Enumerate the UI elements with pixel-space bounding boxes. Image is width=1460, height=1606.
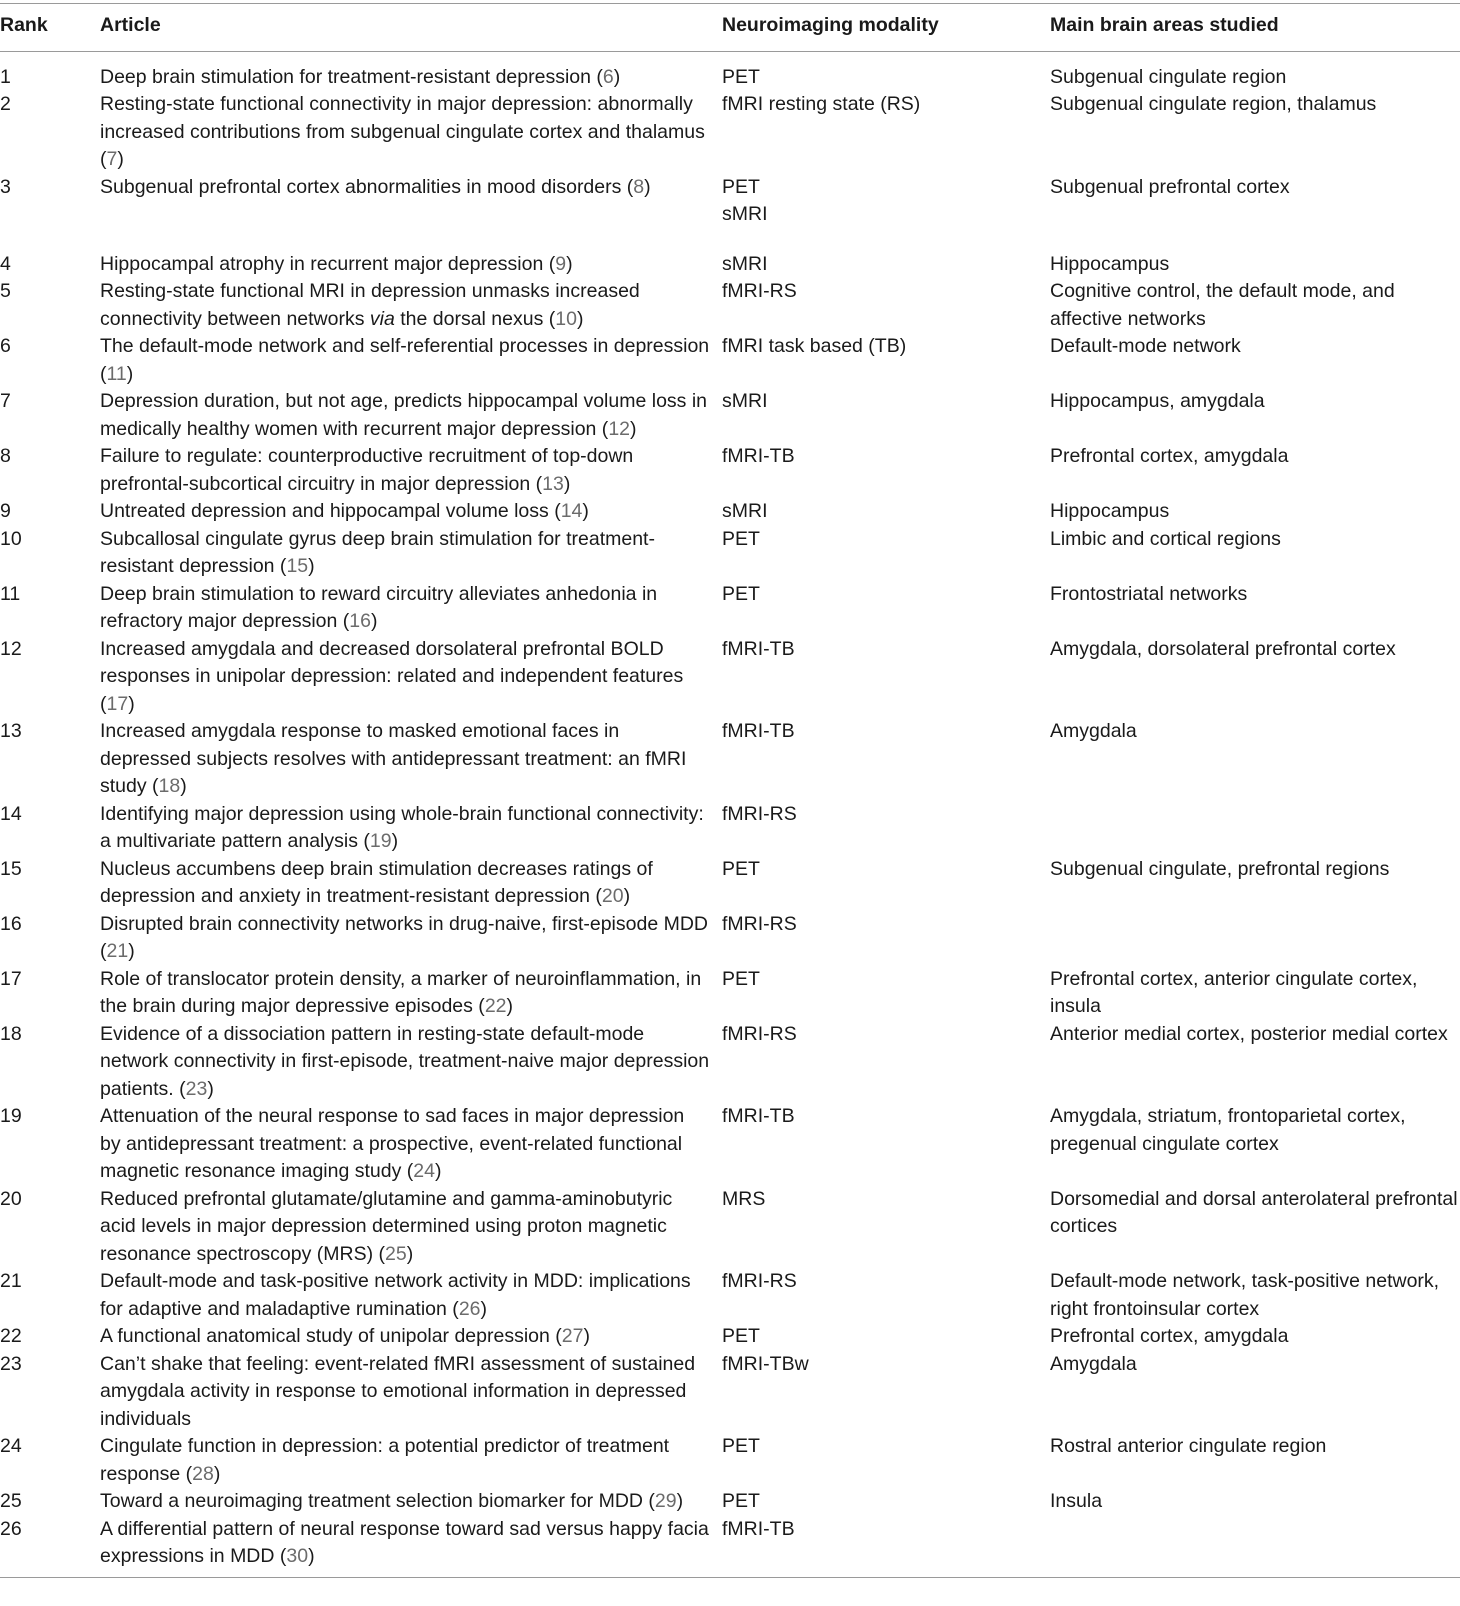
reference-link[interactable]: 11 <box>106 362 127 385</box>
reference-link[interactable]: 30 <box>286 1545 309 1567</box>
article-cell: A functional anatomical study of unipolar depression (27) <box>100 1325 590 1347</box>
brain-areas-cell: Subgenual cingulate region, thalamus <box>1050 93 1377 115</box>
modality-cell <box>722 1103 1050 1186</box>
article-cell: Default-mode and task-positive network activity in MDD: implications for adaptive and maladaptive rumination (26) <box>100 1270 691 1320</box>
table-row <box>0 1103 1460 1186</box>
modality-cell <box>722 443 1050 498</box>
brain-areas-cell <box>1050 801 1460 856</box>
article-cell: Failure to regulate: counterproductive recruitment of top-down prefrontal-subcortical circuitry in major depression (13) <box>100 445 634 495</box>
modality-value: PET <box>722 967 760 990</box>
modality-value: PET <box>722 1325 760 1347</box>
brain-areas-cell: Hippocampus <box>1050 500 1170 522</box>
article-title: Can’t shake that feeling: event-related fMRI assessment of sustained amygdala activity in response to emotional information in depressed individuals <box>100 1352 696 1430</box>
table-row <box>0 1323 1460 1351</box>
table-row <box>0 1021 1460 1104</box>
article-title: Increased amygdala and decreased dorsolateral prefrontal BOLD responses in unipolar depression: related and independent features <box>100 637 684 687</box>
modality-cell <box>722 1186 1050 1269</box>
article-cell: Resting-state functional connectivity in major depression: abnormally increased contributions from subgenual cingulate cortex and thalamus (7) <box>100 93 705 170</box>
brain-areas-cell: Hippocampus <box>1050 252 1170 275</box>
article-title: The default-mode network and self-referential processes in depression <box>100 335 710 357</box>
rank-cell: 14 <box>0 802 22 825</box>
modality-value: sMRI <box>722 203 768 225</box>
rank-cell: 17 <box>0 967 22 990</box>
rank-cell: 1 <box>0 65 11 88</box>
brain-areas-cell: Default-mode network <box>1050 335 1241 357</box>
rank-cell: 13 <box>0 720 22 742</box>
rank-cell: 12 <box>0 637 22 660</box>
reference-link[interactable]: 20 <box>601 885 624 907</box>
reference-link[interactable]: 7 <box>106 148 118 170</box>
rank-cell: 26 <box>0 1517 22 1540</box>
table-row <box>0 718 1460 801</box>
modality-cell <box>722 51 1050 91</box>
article-cell: A differential pattern of neural response toward sad versus happy facia expressions in MDD (30) <box>100 1517 709 1567</box>
reference-link[interactable]: 24 <box>413 1160 435 1182</box>
article-cell: The default-mode network and self-referential processes in depression (11) <box>100 335 710 385</box>
rank-cell: 16 <box>0 912 22 935</box>
article-title: Untreated depression and hippocampal volume loss <box>100 500 549 522</box>
article-title: Failure to regulate: counterproductive recruitment of top-down prefrontal-subcortical circuitry in major depression <box>100 445 634 495</box>
modality-value: MRS <box>722 1187 766 1210</box>
article-cell: Deep brain stimulation for treatment-resistant depression (6) <box>100 65 621 88</box>
rank-cell: 4 <box>0 252 11 275</box>
article-cell: Untreated depression and hippocampal volume loss (14) <box>100 500 589 522</box>
modality-value: fMRI-TB <box>722 1517 795 1540</box>
rank-cell: 11 <box>0 582 21 605</box>
modality-cell <box>722 91 1050 174</box>
brain-areas-cell: Amygdala <box>1050 720 1137 742</box>
modality-value: sMRI <box>722 390 768 412</box>
reference-link[interactable]: 6 <box>602 65 614 88</box>
rank-cell: 19 <box>0 1105 22 1127</box>
reference-link[interactable]: 13 <box>542 472 564 495</box>
reference-link[interactable]: 8 <box>633 175 645 198</box>
modality-cell <box>722 1351 1050 1434</box>
article-cell: Attenuation of the neural response to sad faces in major depression by antidepressant treatment: a prospective, event-related functional magnetic resonance imaging study (24) <box>100 1105 685 1182</box>
table-row <box>0 278 1460 333</box>
brain-areas-cell: Prefrontal cortex, anterior cingulate cortex, insula <box>1050 967 1418 1017</box>
article-cell: Subgenual prefrontal cortex abnormalities in mood disorders (8) <box>100 175 651 198</box>
table-row <box>0 526 1460 581</box>
modality-value: fMRI-TBw <box>722 1352 809 1375</box>
table-row <box>0 388 1460 443</box>
brain-areas-cell: Prefrontal cortex, amygdala <box>1050 1325 1289 1347</box>
table-body <box>0 51 1460 1577</box>
brain-areas-cell: Rostral anterior cingulate region <box>1050 1435 1327 1457</box>
table-row <box>0 1351 1460 1434</box>
rank-cell: 2 <box>0 93 11 115</box>
reference-link[interactable]: 27 <box>561 1325 584 1347</box>
table-row <box>0 911 1460 966</box>
article-title: Disrupted brain connectivity networks in drug-naive, first-episode MDD <box>100 912 709 935</box>
rank-cell: 20 <box>0 1187 22 1210</box>
table-row <box>0 856 1460 911</box>
article-cell: Resting-state functional MRI in depression unmasks increased connectivity between networks via the dorsal nexus (10) <box>100 280 640 330</box>
modality-value: PET <box>722 65 760 88</box>
article-title: Identifying major depression using whole-brain functional connectivity: a multivariate pattern analysis <box>100 802 704 852</box>
article-cell: Deep brain stimulation to reward circuitry alleviates anhedonia in refractory major depression (16) <box>100 582 658 632</box>
modality-cell <box>722 278 1050 333</box>
article-cell: Evidence of a dissociation pattern in resting-state default-mode network connectivity in first-episode, treatment-naive major depression patients. (23) <box>100 1022 710 1100</box>
brain-areas-cell: Frontostriatal networks <box>1050 582 1248 605</box>
header-modality: Neuroimaging modality <box>722 14 939 36</box>
modality-value: PET <box>722 1435 760 1457</box>
article-title: Subcallosal cingulate gyrus deep brain stimulation for treatment-resistant depression <box>100 527 655 577</box>
modality-cell <box>722 1323 1050 1351</box>
table-row <box>0 91 1460 174</box>
article-title: Resting-state functional connectivity in major depression: abnormally increased contributions from subgenual cingulate cortex and thalamus <box>100 93 705 143</box>
article-cell <box>100 1351 722 1434</box>
reference-link[interactable]: 25 <box>385 1242 407 1265</box>
reference-link[interactable]: 9 <box>555 252 567 275</box>
modality-cell <box>722 801 1050 856</box>
article-title: the dorsal nexus <box>394 307 544 330</box>
modality-cell <box>722 251 1050 279</box>
rank-cell: 22 <box>0 1325 22 1347</box>
modality-cell <box>722 333 1050 388</box>
rank-cell: 23 <box>0 1352 22 1375</box>
modality-cell <box>722 911 1050 966</box>
table-row <box>0 443 1460 498</box>
rank-cell: 21 <box>0 1270 22 1292</box>
article-cell: Hippocampal atrophy in recurrent major depression (9) <box>100 252 573 275</box>
table-row <box>0 498 1460 526</box>
modality-cell <box>722 1433 1050 1488</box>
table-row <box>0 1186 1460 1269</box>
article-title: A differential pattern of neural response toward sad versus happy facia expressions in MDD <box>100 1517 709 1567</box>
reference-link[interactable]: 12 <box>608 417 631 440</box>
article-cell: Increased amygdala and decreased dorsolateral prefrontal BOLD responses in unipolar depression: related and independent features (17) <box>100 637 684 715</box>
header-article: Article <box>100 14 161 36</box>
reference-link[interactable]: 16 <box>349 610 371 632</box>
article-title: A functional anatomical study of unipolar depression <box>100 1325 550 1347</box>
article-cell: Subcallosal cingulate gyrus deep brain stimulation for treatment-resistant depression (15) <box>100 527 655 577</box>
modality-value: PET <box>722 175 760 198</box>
brain-areas-cell: Amygdala, striatum, frontoparietal cortex, pregenual cingulate cortex <box>1050 1105 1406 1155</box>
modality-value: PET <box>722 857 760 880</box>
header-areas: Main brain areas studied <box>1050 14 1279 36</box>
brain-areas-cell: Prefrontal cortex, amygdala <box>1050 445 1289 467</box>
modality-cell <box>722 718 1050 801</box>
modality-value: fMRI resting state (RS) <box>722 93 921 115</box>
modality-cell <box>722 498 1050 526</box>
rank-cell: 15 <box>0 857 22 880</box>
article-title: Role of translocator protein density, a marker of neuroinflammation, in the brain during major depressive episodes <box>100 967 702 1017</box>
articles-table <box>0 3 1460 1578</box>
table-row <box>0 1488 1460 1516</box>
article-title: Evidence of a dissociation pattern in resting-state default-mode network connectivity in first-episode, treatment-naive major depression patients. <box>100 1022 710 1100</box>
reference-link[interactable]: 29 <box>654 1490 677 1512</box>
modality-value: PET <box>722 582 760 605</box>
modality-cell <box>722 856 1050 911</box>
reference-link[interactable]: 15 <box>286 555 309 577</box>
brain-areas-cell: Dorsomedial and dorsal anterolateral prefrontal cortices <box>1050 1187 1458 1237</box>
modality-cell <box>722 526 1050 581</box>
table-row <box>0 581 1460 636</box>
article-title: Increased amygdala response to masked emotional faces in depressed subjects resolves with antidepressant treatment: an fMRI study <box>100 720 687 797</box>
article-cell: Cingulate function in depression: a potential predictor of treatment response (28) <box>100 1435 670 1485</box>
article-title: Hippocampal atrophy in recurrent major depression <box>100 252 544 275</box>
table-row <box>0 251 1460 279</box>
modality-value: PET <box>722 527 760 550</box>
rank-cell: 3 <box>0 175 11 198</box>
header-rank: Rank <box>0 14 48 36</box>
modality-value: fMRI task based (TB) <box>722 335 907 357</box>
article-cell: Increased amygdala response to masked emotional faces in depressed subjects resolves with antidepressant treatment: an fMRI study (18) <box>100 720 687 797</box>
rank-cell: 5 <box>0 280 11 302</box>
brain-areas-cell: Default-mode network, task-positive network, right frontoinsular cortex <box>1050 1270 1440 1320</box>
brain-areas-cell: Cognitive control, the default mode, and affective networks <box>1050 280 1395 330</box>
article-title-italic: via <box>369 307 395 330</box>
article-title: Deep brain stimulation to reward circuitry alleviates anhedonia in refractory major depression <box>100 582 658 632</box>
modality-value: fMRI-TB <box>722 637 795 660</box>
article-cell: Disrupted brain connectivity networks in drug-naive, first-episode MDD (21) <box>100 912 709 962</box>
modality-cell <box>722 966 1050 1021</box>
rank-cell: 8 <box>0 445 11 467</box>
modality-cell <box>722 388 1050 443</box>
modality-value: fMRI-RS <box>722 1022 797 1045</box>
table-row <box>0 174 1460 251</box>
article-title: Subgenual prefrontal cortex abnormalities in mood disorders <box>100 175 622 198</box>
reference-link[interactable]: 17 <box>106 692 129 715</box>
brain-areas-cell: Hippocampus, amygdala <box>1050 390 1265 412</box>
article-cell: Depression duration, but not age, predicts hippocampal volume loss in medically healthy women with recurrent major depression (12) <box>100 390 708 440</box>
brain-areas-cell: Subgenual cingulate region <box>1050 65 1287 88</box>
modality-value: fMRI-RS <box>722 912 797 935</box>
brain-areas-cell: Amygdala, dorsolateral prefrontal cortex <box>1050 637 1396 660</box>
rank-cell: 7 <box>0 390 11 412</box>
modality-cell <box>722 1021 1050 1104</box>
modality-cell <box>722 1516 1050 1578</box>
brain-areas-cell: Subgenual prefrontal cortex <box>1050 175 1290 198</box>
article-title: Reduced prefrontal glutamate/glutamine and gamma-aminobutyric acid levels in major depression determined using proton magnetic resonance spectroscopy (MRS) <box>100 1187 673 1265</box>
brain-areas-cell <box>1050 1516 1460 1578</box>
rank-cell: 24 <box>0 1435 22 1457</box>
reference-link[interactable]: 18 <box>158 775 181 797</box>
reference-link[interactable]: 14 <box>560 500 583 522</box>
article-title: Deep brain stimulation for treatment-resistant depression <box>100 65 591 88</box>
article-cell: Nucleus accumbens deep brain stimulation decreases ratings of depression and anxiety in treatment-resistant depression (20) <box>100 857 653 907</box>
article-cell: Toward a neuroimaging treatment selection biomarker for MDD (29) <box>100 1490 684 1512</box>
rank-cell: 10 <box>0 527 22 550</box>
rank-cell: 25 <box>0 1490 22 1512</box>
reference-link[interactable]: 19 <box>369 830 392 852</box>
brain-areas-cell: Subgenual cingulate, prefrontal regions <box>1050 857 1390 880</box>
article-cell: Identifying major depression using whole-brain functional connectivity: a multivariate pattern analysis (19) <box>100 802 704 852</box>
reference-link[interactable]: 10 <box>555 307 577 330</box>
article-cell: Reduced prefrontal glutamate/glutamine and gamma-aminobutyric acid levels in major depression determined using proton magnetic resonance spectroscopy (MRS) (25) <box>100 1187 673 1265</box>
article-title: Resting-state functional MRI in depression unmasks increased connectivity between networks <box>100 280 640 330</box>
modality-cell <box>722 636 1050 719</box>
modality-value: fMRI-TB <box>722 720 795 742</box>
article-title: Depression duration, but not age, predicts hippocampal volume loss in medically healthy women with recurrent major depression <box>100 390 708 440</box>
brain-areas-cell: Limbic and cortical regions <box>1050 527 1281 550</box>
header-row <box>0 4 1460 52</box>
table-row <box>0 333 1460 388</box>
article-title: Attenuation of the neural response to sad faces in major depression by antidepressant treatment: a prospective, event-related functional magnetic resonance imaging study <box>100 1105 685 1182</box>
article-title: Toward a neuroimaging treatment selection biomarker for MDD <box>100 1490 643 1512</box>
modality-value: fMRI-RS <box>722 1270 797 1292</box>
modality-value: fMRI-TB <box>722 445 795 467</box>
table-row <box>0 636 1460 719</box>
reference-link[interactable]: 26 <box>458 1297 481 1320</box>
modality-cell <box>722 1488 1050 1516</box>
reference-link[interactable]: 28 <box>192 1462 214 1485</box>
modality-value: sMRI <box>722 252 768 275</box>
modality-cell <box>722 581 1050 636</box>
table-row <box>0 1433 1460 1488</box>
table-row <box>0 801 1460 856</box>
modality-value: fMRI-TB <box>722 1105 795 1127</box>
brain-areas-cell: Insula <box>1050 1490 1103 1512</box>
article-title: Default-mode and task-positive network activity in MDD: implications for adaptive and maladaptive rumination <box>100 1270 691 1320</box>
modality-cell <box>722 174 1050 251</box>
modality-value: PET <box>722 1490 760 1512</box>
modality-cell <box>722 1268 1050 1323</box>
brain-areas-cell: Amygdala <box>1050 1352 1137 1375</box>
rank-cell: 6 <box>0 335 11 357</box>
table-row <box>0 51 1460 91</box>
brain-areas-cell: Anterior medial cortex, posterior medial cortex <box>1050 1022 1448 1045</box>
table-row <box>0 1268 1460 1323</box>
article-cell: Role of translocator protein density, a marker of neuroinflammation, in the brain during major depressive episodes (22) <box>100 967 702 1017</box>
reference-link[interactable]: 23 <box>185 1077 208 1100</box>
article-title: Cingulate function in depression: a potential predictor of treatment response <box>100 1435 670 1485</box>
rank-cell: 18 <box>0 1022 22 1045</box>
modality-value: fMRI-RS <box>722 280 797 302</box>
brain-areas-cell <box>1050 911 1460 966</box>
table-row <box>0 966 1460 1021</box>
rank-cell: 9 <box>0 500 11 522</box>
table-row <box>0 1516 1460 1578</box>
reference-link[interactable]: 21 <box>106 940 129 962</box>
article-title: Nucleus accumbens deep brain stimulation decreases ratings of depression and anxiety in treatment-resistant depression <box>100 857 653 907</box>
modality-value: sMRI <box>722 500 768 522</box>
table-header <box>0 4 1460 52</box>
modality-value: fMRI-RS <box>722 802 797 825</box>
reference-link[interactable]: 22 <box>484 995 507 1017</box>
